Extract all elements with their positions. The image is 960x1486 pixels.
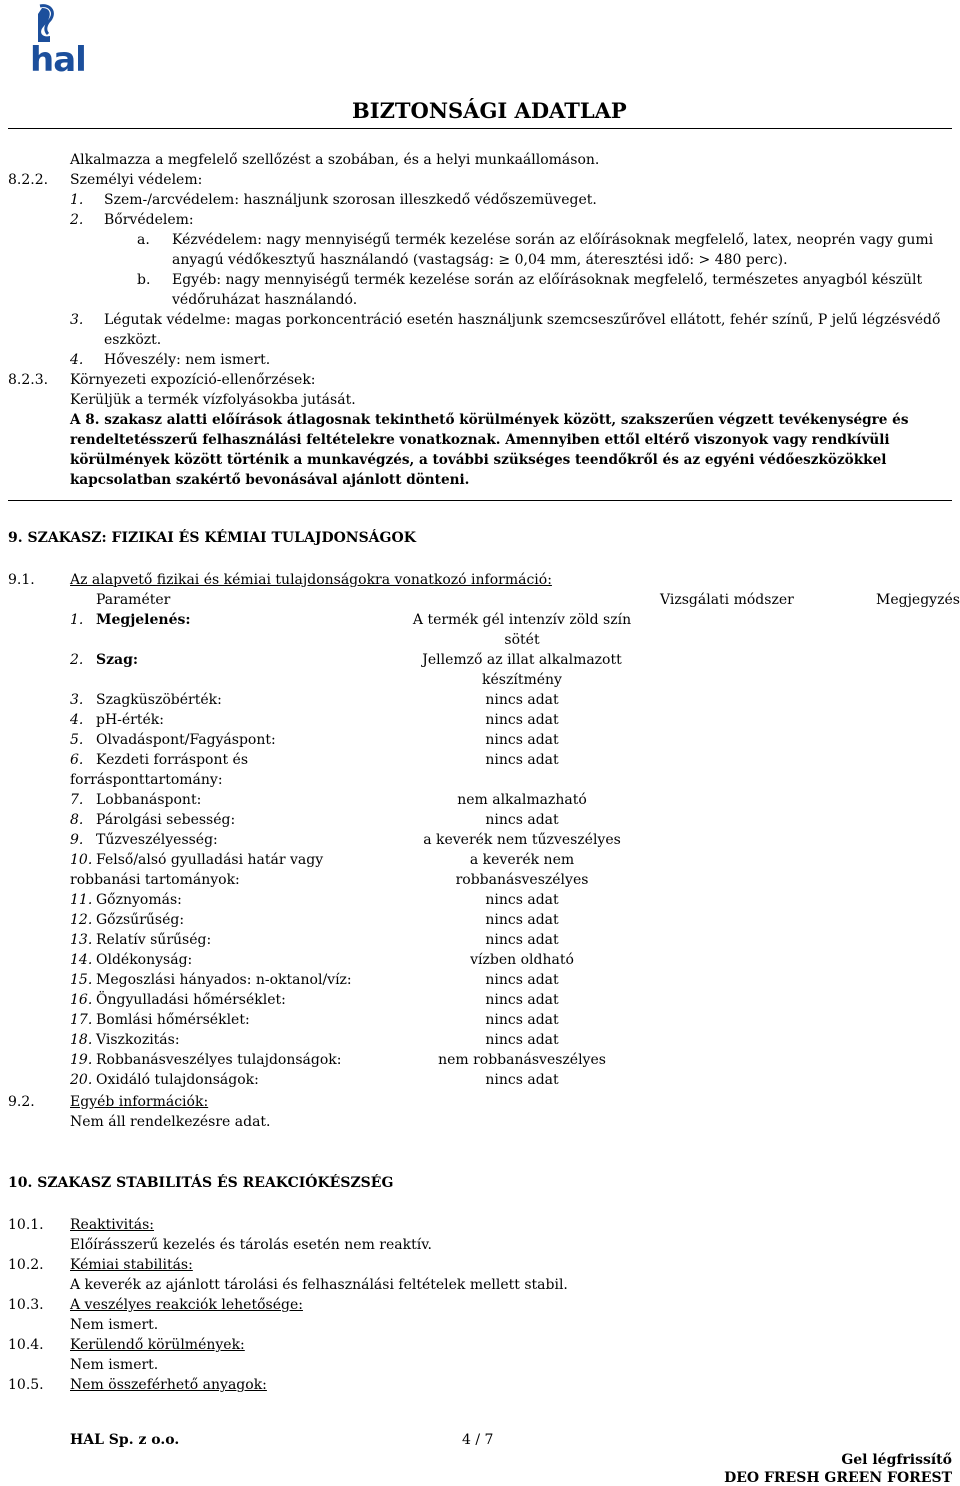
property-number: 8.	[70, 812, 84, 828]
s8-intro: Alkalmazza a megfelelő szellőzést a szobában, és a helyi munkaállomáson.	[70, 152, 600, 168]
property-value: vízben oldható	[470, 952, 574, 968]
s9-sub91: Az alapvető fizikai és kémiai tulajdonságokra vonatkozó információ:	[70, 572, 552, 588]
s8-bold-line4: kapcsolatban szakértő bevonásával ajánlott dönteni.	[70, 472, 470, 488]
property-value: nincs adat	[485, 812, 559, 828]
s8-num-823: 8.2.3.	[8, 372, 49, 388]
section-divider-8	[8, 500, 952, 501]
property-value: Jellemző az illat alkalmazott	[422, 652, 622, 668]
property-label-cont: forrásponttartomány:	[70, 772, 223, 788]
s9-text92: Nem áll rendelkezésre adat.	[70, 1114, 271, 1130]
s8-itemb-line1: Egyéb: nagy mennyiségű termék kezelése során az előírásoknak megfelelő, természetes anyagból készült	[172, 272, 923, 288]
property-number: 13.	[70, 932, 93, 948]
s10-item-number: 10.4.	[8, 1337, 44, 1353]
property-label: Szagküszöbérték:	[96, 692, 222, 708]
footer-page: 4 / 7	[462, 1432, 494, 1448]
property-label: pH-érték:	[96, 712, 164, 728]
property-value-cont: robbanásveszélyes	[455, 872, 589, 888]
s10-item-heading: Reaktivitás:	[70, 1217, 155, 1233]
s10-item-heading: Nem összeférhető anyagok:	[70, 1377, 267, 1393]
property-label: Oldékonyság:	[96, 952, 193, 968]
s10-item-number: 10.2.	[8, 1257, 44, 1273]
s8-item4-num: 4.	[70, 352, 84, 368]
col-note-header: Megjegyzés	[876, 592, 960, 608]
s8-item3-num: 3.	[70, 312, 84, 328]
property-value: nincs adat	[485, 752, 559, 768]
property-value: nincs adat	[485, 712, 559, 728]
property-value: nincs adat	[485, 932, 559, 948]
property-value: nem robbanásveszélyes	[438, 1052, 606, 1068]
s8-item2-num: 2.	[70, 212, 84, 228]
header-divider	[8, 128, 952, 129]
s8-item1: Szem-/arcvédelem: használjunk szorosan illeszkedő védőszemüveget.	[104, 192, 597, 208]
s8-item3-line1: Légutak védelme: magas porkoncentráció esetén használjunk szemcseszűrővel ellátott, fehér színű, P jelű légzésvédő	[104, 312, 941, 328]
property-value: nincs adat	[485, 992, 559, 1008]
s8-bold-line3: körülmények között történik a munkavégzés, a további szükséges teendőkről és az egyéni védőeszközökkel	[70, 452, 887, 468]
document-title: BIZTONSÁGI ADATLAP	[352, 98, 627, 123]
property-label: Párolgási sebesség:	[96, 812, 236, 828]
property-number: 14.	[70, 952, 93, 968]
s10-item-heading: Kémiai stabilitás:	[70, 1257, 193, 1273]
property-label: Bomlási hőmérséklet:	[96, 1012, 250, 1028]
property-value: nincs adat	[485, 692, 559, 708]
s8-itema-line2: anyagú védőkesztyű használandó (vastagság: ≥ 0,04 mm, áteresztési idő: > 480 perc).	[172, 252, 788, 268]
property-label: Oxidáló tulajdonságok:	[96, 1072, 259, 1088]
property-label: Kezdeti forráspont és	[96, 752, 249, 768]
property-value: nincs adat	[485, 1032, 559, 1048]
s8-item1-num: 1.	[70, 192, 84, 208]
s8-bold-line2: rendeltetésszerű felhasználási feltételekre vonatkoznak. Amennyiben ettől eltérő viszonyok vagy rendkívüli	[70, 432, 890, 448]
property-number: 20.	[70, 1072, 93, 1088]
s8-item4: Hőveszély: nem ismert.	[104, 352, 271, 368]
logo-text: hal	[30, 40, 86, 80]
property-number: 5.	[70, 732, 84, 748]
property-value: nincs adat	[485, 732, 559, 748]
s10-item-text: Nem ismert.	[70, 1317, 159, 1333]
footer-product-name: Gel légfrissítő	[841, 1452, 952, 1468]
property-value: a keverék nem tűzveszélyes	[423, 832, 621, 848]
s10-item-heading: Kerülendő körülmények:	[70, 1337, 245, 1353]
property-label: Gőznyomás:	[96, 892, 182, 908]
property-label: Lobbanáspont:	[96, 792, 202, 808]
property-label: Öngyulladási hőmérséklet:	[96, 992, 286, 1008]
s10-item-heading: A veszélyes reakciók lehetősége:	[70, 1297, 303, 1313]
property-value: nincs adat	[485, 972, 559, 988]
s9-num-92: 9.2.	[8, 1094, 35, 1110]
property-value: nincs adat	[485, 1072, 559, 1088]
s8-itemb-num: b.	[137, 272, 151, 288]
s8-env-heading: Környezeti expozíció-ellenőrzések:	[70, 372, 316, 388]
s8-item3-line2: eszközt.	[104, 332, 162, 348]
property-label: Megoszlási hányados: n-oktanol/víz:	[96, 972, 352, 988]
property-number: 18.	[70, 1032, 93, 1048]
s8-itemb-line2: védőruházat használandó.	[172, 292, 358, 308]
property-number: 9.	[70, 832, 84, 848]
s10-item-number: 10.3.	[8, 1297, 44, 1313]
property-number: 17.	[70, 1012, 93, 1028]
property-label: Olvadáspont/Fagyáspont:	[96, 732, 276, 748]
property-number: 19.	[70, 1052, 93, 1068]
property-label: Megjelenés:	[96, 612, 191, 628]
property-number: 6.	[70, 752, 84, 768]
s10-item-text: Nem ismert.	[70, 1357, 159, 1373]
s8-num-822: 8.2.2.	[8, 172, 49, 188]
s10-title: 10. SZAKASZ STABILITÁS ÉS REAKCIÓKÉSZSÉG	[8, 1175, 394, 1191]
property-number: 15.	[70, 972, 93, 988]
property-label: Felső/alsó gyulladási határ vagy	[96, 852, 324, 868]
s9-sub92: Egyéb információk:	[70, 1094, 209, 1110]
property-number: 10.	[70, 852, 93, 868]
property-number: 4.	[70, 712, 84, 728]
s8-personal-heading: Személyi védelem:	[70, 172, 203, 188]
s8-bold-line1: A 8. szakasz alatti előírások átlagosnak tekinthető körülmények között, szakszerűen végzett tevékenységre és	[70, 412, 909, 428]
property-number: 1.	[70, 612, 84, 628]
footer-product-code: DEO FRESH GREEN FOREST	[724, 1470, 952, 1486]
property-label: Gőzsűrűség:	[96, 912, 185, 928]
s10-item-number: 10.5.	[8, 1377, 44, 1393]
property-number: 7.	[70, 792, 84, 808]
col-method-header: Vizsgálati módszer	[660, 592, 794, 608]
s9-num-91: 9.1.	[8, 572, 35, 588]
s10-item-text: A keverék az ajánlott tárolási és felhasználási feltételek mellett stabil.	[70, 1277, 568, 1293]
property-value: a keverék nem	[469, 852, 575, 868]
s8-env-text: Kerüljük a termék vízfolyásokba jutását.	[70, 392, 356, 408]
s9-title: 9. SZAKASZ: FIZIKAI ÉS KÉMIAI TULAJDONSÁGOK	[8, 530, 416, 546]
s10-item-number: 10.1.	[8, 1217, 44, 1233]
property-label: Robbanásveszélyes tulajdonságok:	[96, 1052, 342, 1068]
footer-company: HAL Sp. z o.o.	[70, 1432, 180, 1448]
property-number: 3.	[70, 692, 84, 708]
s8-item2: Bőrvédelem:	[104, 212, 194, 228]
property-value: nincs adat	[485, 892, 559, 908]
property-label: Relatív sűrűség:	[96, 932, 212, 948]
s8-itema-num: a.	[137, 232, 150, 248]
property-value: nincs adat	[485, 912, 559, 928]
property-value: A termék gél intenzív zöld szín	[412, 612, 632, 628]
property-value-cont: készítmény	[482, 672, 562, 688]
property-value: nincs adat	[485, 1012, 559, 1028]
property-label: Szag:	[96, 652, 139, 668]
property-label: Viszkozitás:	[96, 1032, 180, 1048]
property-number: 16.	[70, 992, 93, 1008]
col-param-header: Paraméter	[96, 592, 171, 608]
s10-item-text: Előírásszerű kezelés és tárolás esetén nem reaktív.	[70, 1237, 432, 1253]
property-label-cont: robbanási tartományok:	[70, 872, 240, 888]
s8-itema-line1: Kézvédelem: nagy mennyiségű termék kezelése során az előírásoknak megfelelő, latex, neoprén vagy gumi	[172, 232, 934, 248]
property-number: 2.	[70, 652, 84, 668]
company-logo	[30, 4, 90, 82]
property-value-cont: sötét	[504, 632, 540, 648]
property-label: Tűzveszélyesség:	[96, 832, 218, 848]
property-number: 11.	[70, 892, 93, 908]
property-number: 12.	[70, 912, 93, 928]
property-value: nem alkalmazható	[457, 792, 587, 808]
